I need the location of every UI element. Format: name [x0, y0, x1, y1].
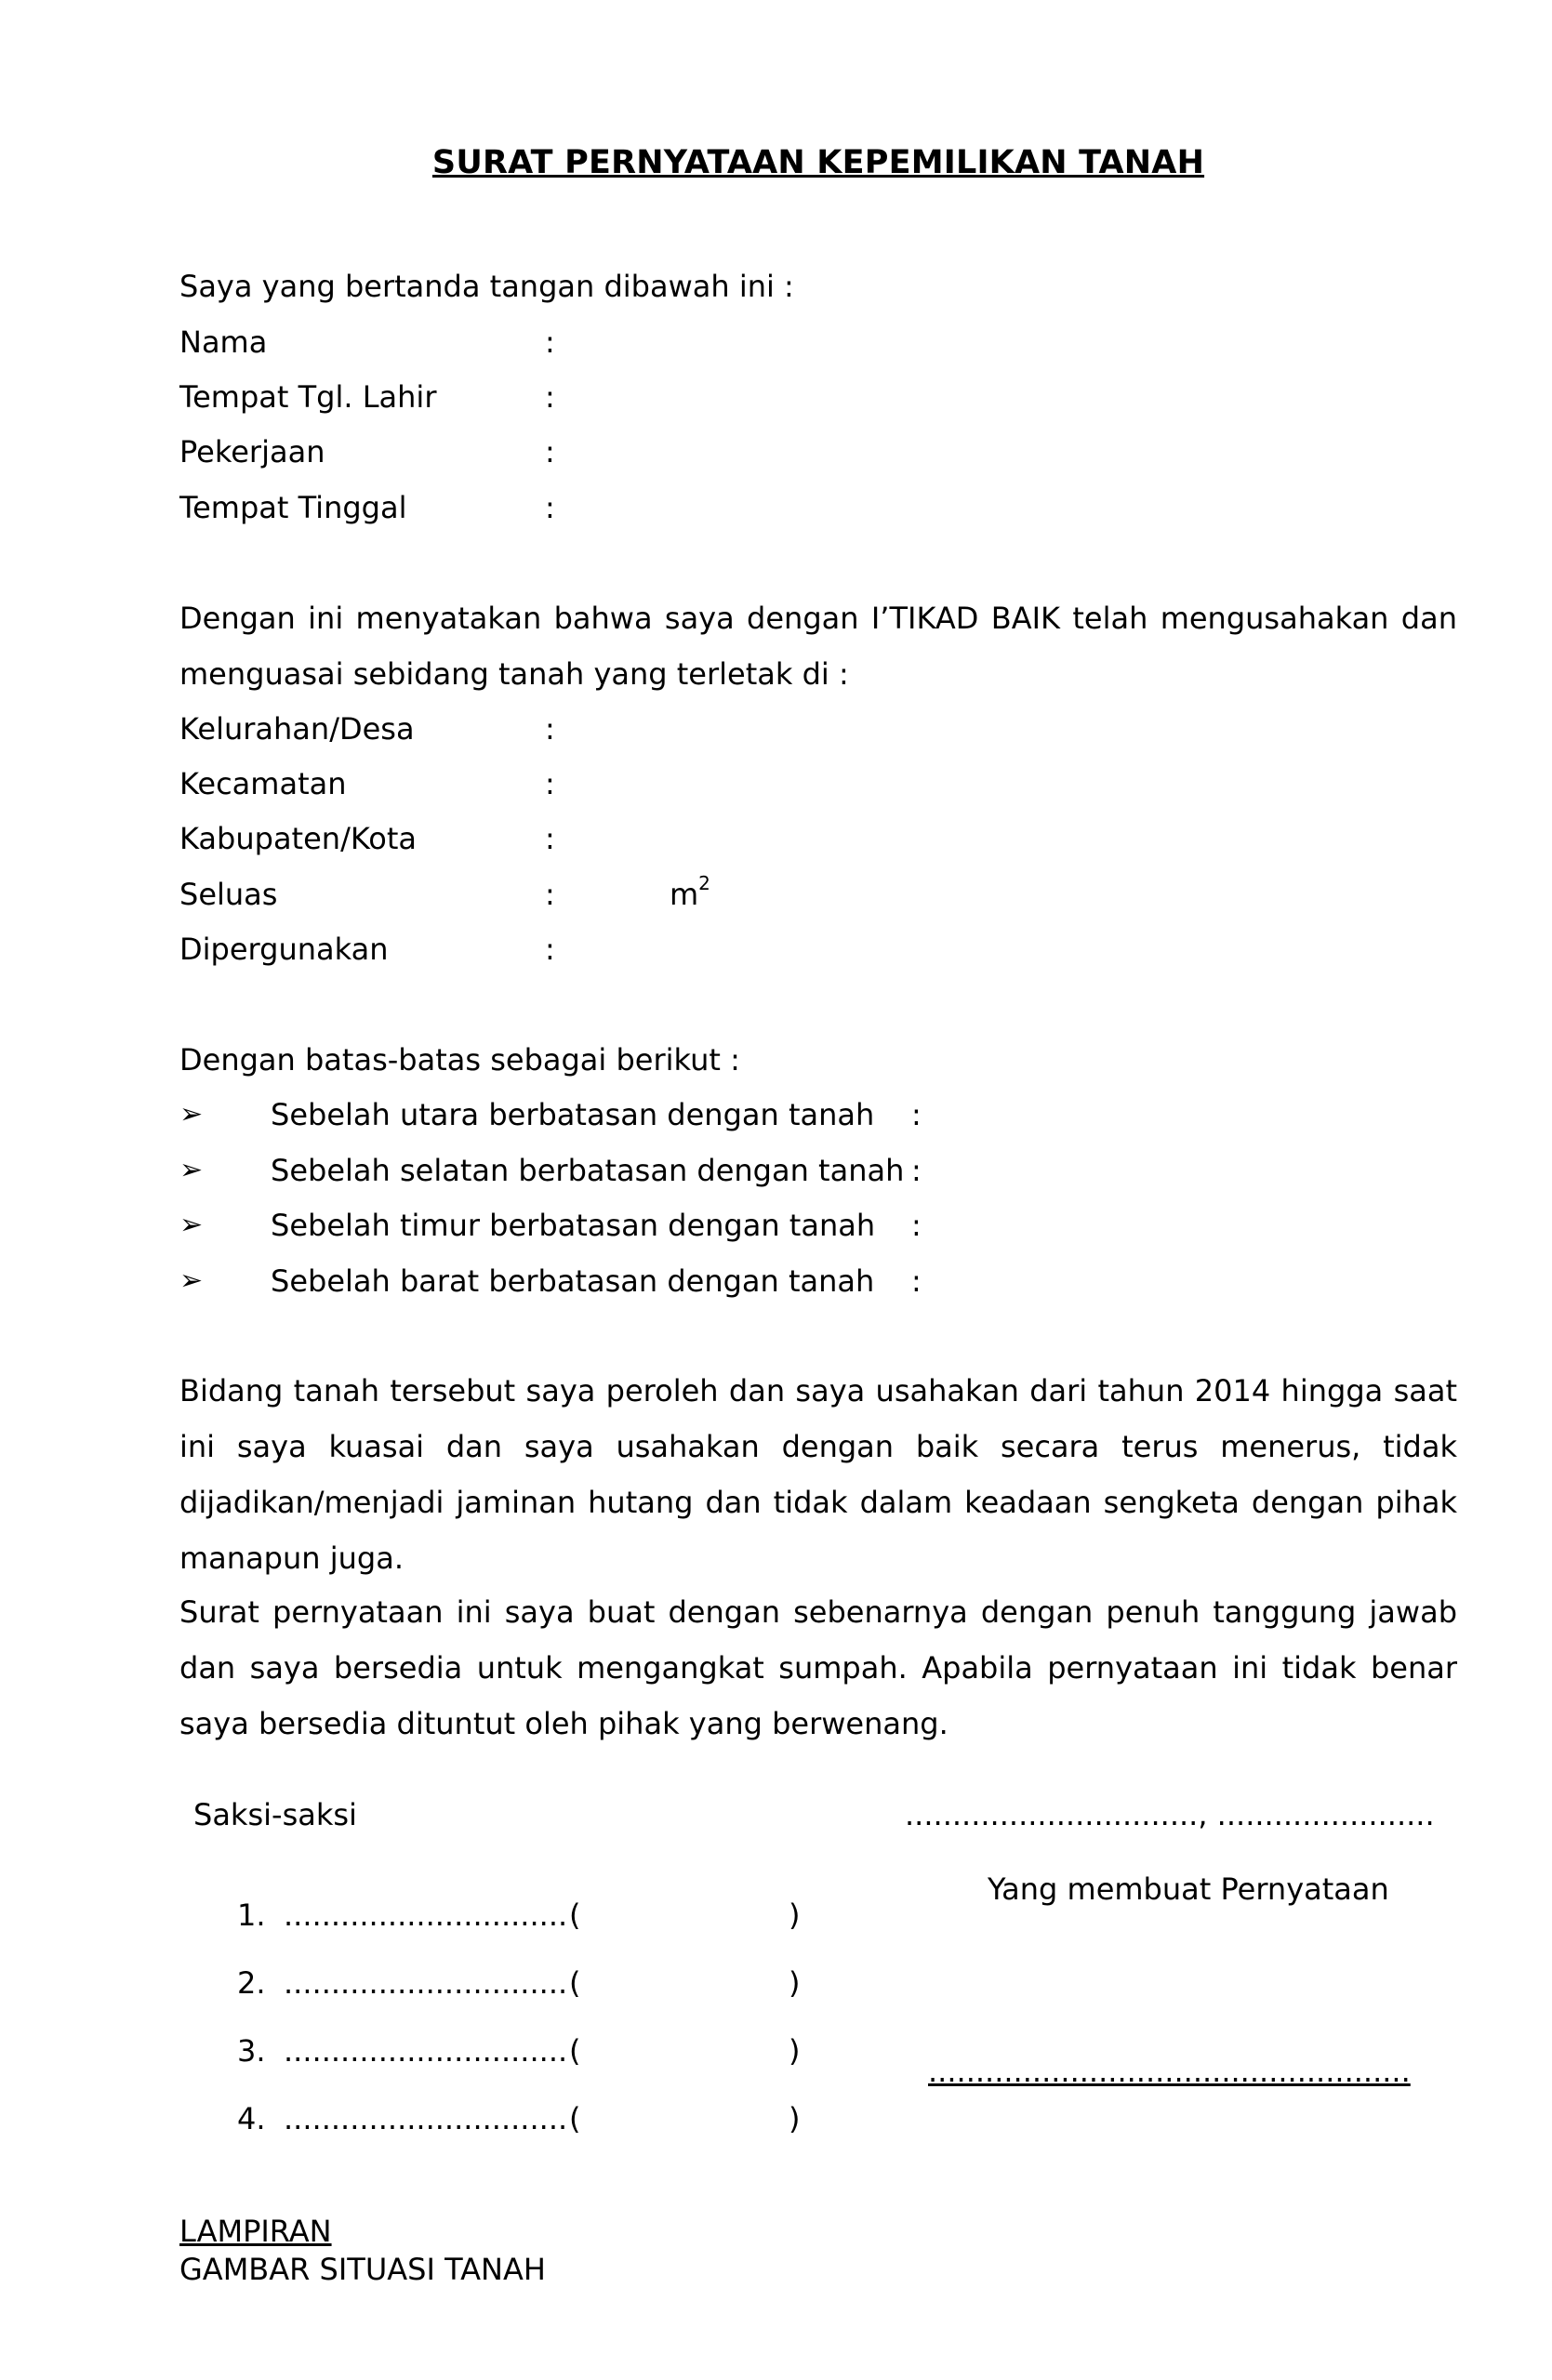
attachment-label: LAMPIRAN — [179, 2214, 332, 2249]
field-label-tempat-tgl-lahir: Tempat Tgl. Lahir — [179, 379, 437, 415]
field-colon: : — [545, 932, 555, 967]
witness-number: 1. — [237, 1897, 266, 1933]
field-label-seluas: Seluas — [179, 877, 278, 912]
witness-paren-open: ( — [569, 1897, 581, 1933]
arrow-bullet-icon: ➢ — [179, 1154, 204, 1186]
field-colon: : — [545, 877, 555, 912]
field-colon: : — [545, 821, 555, 856]
border-north-label: Sebelah utara berbatasan dengan tanah — [271, 1097, 875, 1132]
attachment-item: GAMBAR SITUASI TANAH — [179, 2252, 546, 2287]
signature-line: ................................................... — [928, 2054, 1411, 2089]
field-label-kabupaten-kota: Kabupaten/Kota — [179, 821, 417, 856]
witness-paren-close: ) — [789, 2101, 801, 2136]
witness-paren-close: ) — [789, 2033, 801, 2069]
acquisition-paragraph: Bidang tanah tersebut saya peroleh dan saya usahakan dari tahun 2014 hingga saat ini saya kuasai dan saya usahakan dengan baik secara terus menerus, tidak dijadikan/menjadi jaminan hutang dan tidak dalam keadaan sengketa dengan pihak manapun juga. — [179, 1373, 1457, 1576]
field-label-kelurahan-desa: Kelurahan/Desa — [179, 711, 415, 747]
field-colon: : — [545, 379, 555, 415]
witness-paren-close: ) — [789, 1897, 801, 1933]
witness-name-line: .............................. — [284, 1897, 568, 1933]
document-title: SURAT PERNYATAAN KEPEMILIKAN TANAH — [431, 144, 1205, 181]
witness-name-line: .............................. — [284, 2033, 568, 2069]
arrow-bullet-icon: ➢ — [179, 1098, 204, 1130]
witness-number: 2. — [237, 1965, 266, 2001]
witness-paren-open: ( — [569, 2033, 581, 2069]
field-label-nama: Nama — [179, 324, 268, 360]
statement-paragraph: Dengan ini menyatakan bahwa saya dengan I’TIKAD BAIK telah mengusahakan dan menguasai sebidang tanah yang terletak di : — [179, 601, 1457, 692]
witness-paren-open: ( — [569, 2101, 581, 2136]
witness-name-line: .............................. — [284, 1965, 568, 2001]
field-colon: : — [545, 490, 555, 525]
border-east-label: Sebelah timur berbatasan dengan tanah — [271, 1208, 876, 1243]
intro-text: Saya yang bertanda tangan dibawah ini : — [179, 269, 794, 304]
border-colon: : — [911, 1208, 922, 1243]
witness-name-line: .............................. — [284, 2101, 568, 2136]
field-colon: : — [545, 434, 555, 469]
borders-intro: Dengan batas-batas sebagai berikut : — [179, 1042, 740, 1078]
witness-paren-close: ) — [789, 1965, 801, 2001]
arrow-bullet-icon: ➢ — [179, 1264, 204, 1297]
area-unit — [670, 872, 710, 913]
field-label-pekerjaan: Pekerjaan — [179, 434, 325, 469]
border-colon: : — [911, 1153, 922, 1188]
area-unit-superscript: 2 — [698, 872, 710, 895]
witness-paren-open: ( — [569, 1965, 581, 2001]
arrow-bullet-icon: ➢ — [179, 1209, 204, 1241]
border-west-label: Sebelah barat berbatasan dengan tanah — [271, 1263, 875, 1299]
field-label-tempat-tinggal: Tempat Tinggal — [179, 490, 407, 525]
signer-label: Yang membuat Pernyataan — [988, 1871, 1389, 1907]
field-label-dipergunakan: Dipergunakan — [179, 932, 389, 967]
border-south-label: Sebelah selatan berbatasan dengan tanah — [271, 1153, 905, 1188]
witness-number: 3. — [237, 2033, 266, 2069]
place-date-line: ..............................., ....................... — [905, 1797, 1435, 1832]
field-label-kecamatan: Kecamatan — [179, 766, 347, 801]
oath-paragraph: Surat pernyataan ini saya buat dengan sebenarnya dengan penuh tanggung jawab dan saya bersedia untuk mengangkat sumpah. Apabila pernyataan ini tidak benar saya bersedia dituntut oleh pihak yang berwenang. — [179, 1594, 1457, 1741]
field-colon: : — [545, 711, 555, 747]
witnesses-label: Saksi-saksi — [193, 1797, 357, 1832]
witness-number: 4. — [237, 2101, 266, 2136]
border-colon: : — [911, 1263, 922, 1299]
field-colon: : — [545, 324, 555, 360]
area-unit-base: m — [670, 877, 699, 912]
border-colon: : — [911, 1097, 922, 1132]
field-colon: : — [545, 766, 555, 801]
